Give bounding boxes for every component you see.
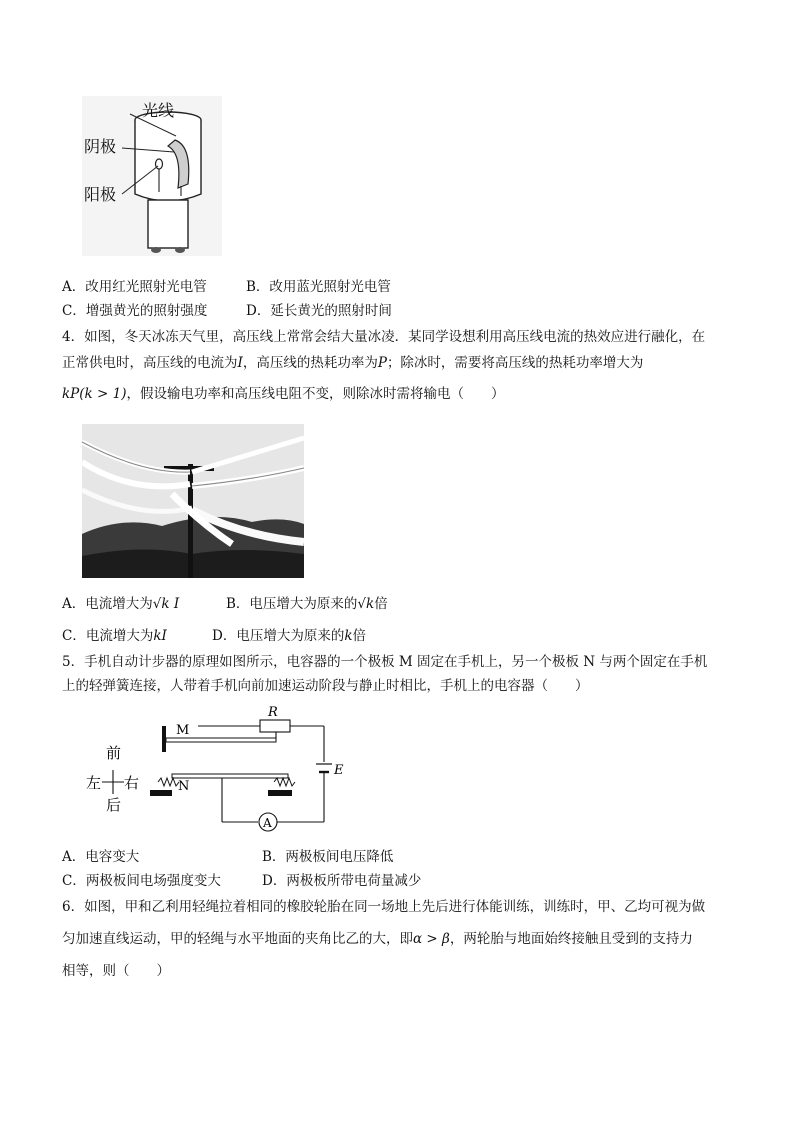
q4-option-b: B．电压增大为原来的√k倍 (226, 596, 388, 612)
q5-option-a: A．电容变大 (62, 849, 140, 865)
q4-option-c: C．电流增大为kI (62, 628, 167, 644)
q5-option-c: C．两极板间电场强度变大 (62, 873, 221, 889)
resistor-label: R (268, 705, 278, 720)
plate-m-label: M (176, 723, 190, 738)
iced-powerline-photo (82, 424, 304, 578)
q6-line-3: 相等，则（ ） (62, 963, 170, 979)
label-anode: 阳极 (84, 185, 117, 204)
q4-option-a: A．电流增大为√k I (62, 596, 180, 612)
step-counter-circuit (88, 702, 350, 844)
label-cathode: 阴极 (84, 137, 117, 156)
label-light: 光线 (142, 101, 175, 120)
q4-line-2: 正常供电时，高压线的电流为I，高压线的热耗功率为P；除冰时，需要将高压线的热耗功率增大为 (62, 355, 644, 371)
q6-line-1: 6．如图，甲和乙利用轻绳拉着相同的橡胶轮胎在同一场地上先后进行体能训练，训练时，甲、乙均可视为做 (62, 899, 706, 915)
q6-line-2: 匀加速直线运动，甲的轻绳与水平地面的夹角比乙的大，即α > β，两轮胎与地面始终接触且受到的支持力 (62, 931, 693, 947)
compass-back: 后 (106, 796, 122, 814)
battery-label: E (334, 763, 344, 778)
q4-line-3: kP(k > 1)，假设输电功率和高压线电阻不变，则除冰时需将输电（ ） (62, 386, 505, 402)
plate-n-label: N (178, 779, 190, 794)
q3-option-d: D．延长黄光的照射时间 (246, 303, 392, 319)
q5-line-2: 上的轻弹簧连接，人带着手机向前加速运动阶段与静止时相比，手机上的电容器（ ） (62, 678, 589, 694)
q5-option-b: B．两极板间电压降低 (262, 849, 394, 865)
q5-option-d: D．两极板所带电荷量减少 (262, 873, 422, 889)
phototube-figure (82, 96, 222, 256)
q3-option-b: B．改用蓝光照射光电管 (246, 279, 391, 295)
compass-front: 前 (106, 744, 122, 762)
q5-line-1: 5．手机自动计步器的原理如图所示，电容器的一个极板 M 固定在手机上，另一个极板 N 与两个固定在手机 (62, 654, 708, 670)
q4-line-1: 4．如图，冬天冰冻天气里，高压线上常常会结大量冰凌．某同学设想利用高压线电流的热效应进行融化，在 (62, 329, 706, 345)
compass-left: 左 (86, 774, 102, 792)
q3-option-a: A．改用红光照射光电管 (62, 279, 207, 295)
q4-option-d: D．电压增大为原来的k倍 (212, 628, 367, 644)
q3-option-c: C．增强黄光的照射强度 (62, 303, 208, 319)
compass-right: 右 (124, 774, 140, 792)
ammeter-label: A (263, 816, 272, 830)
